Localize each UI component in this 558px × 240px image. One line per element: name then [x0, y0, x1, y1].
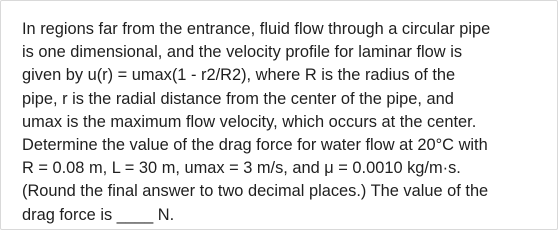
question-line: given by u(r) = umax(1 - r2/R2), where R is the radius of the [22, 66, 456, 85]
question-line: Determine the value of the drag force for water flow at 20°C with [22, 136, 488, 155]
question-line: In regions far from the entrance, fluid flow through a circular pipe [22, 20, 491, 38]
question-line: umax is the maximum flow velocity, which occurs at the center. [22, 112, 477, 131]
question-line: is one dimensional, and the velocity profile for laminar flow is [22, 43, 463, 62]
question-line: drag force is ____ N. [22, 205, 175, 224]
question-line: R = 0.08 m, L = 30 m, umax = 3 m/s, and μ = 0.0010 kg/m·s. [22, 159, 461, 178]
question-text [22, 18, 552, 227]
question-line: pipe, r is the radial distance from the center of the pipe, and [22, 89, 454, 108]
question-line: (Round the final answer to two decimal places.) The value of the [22, 182, 489, 201]
